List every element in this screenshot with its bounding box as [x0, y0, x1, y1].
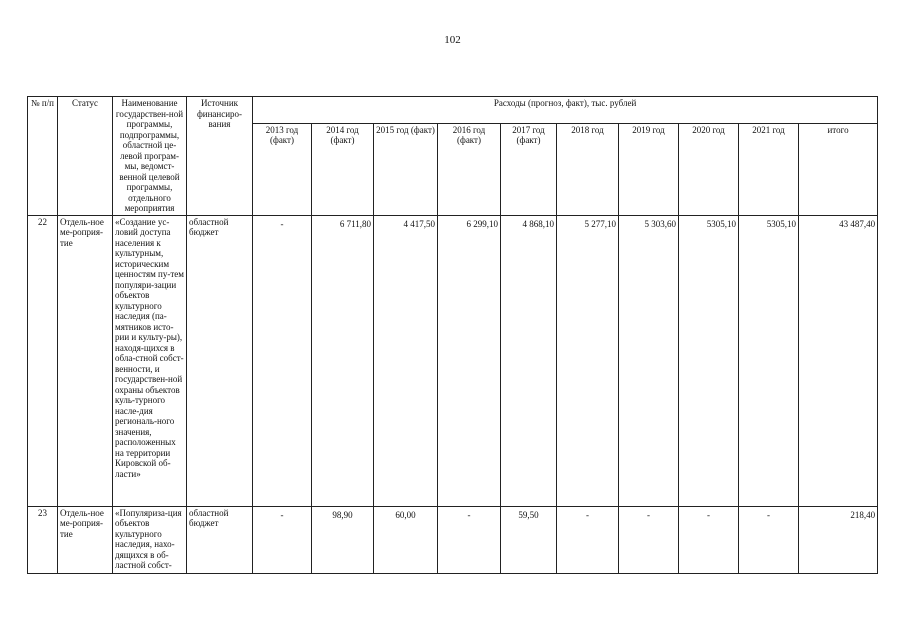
header-year-2017: 2017 год (факт) [501, 123, 557, 215]
header-year-2016: 2016 год (факт) [438, 123, 501, 215]
row-num: 22 [28, 215, 58, 506]
header-year-2021: 2021 год [739, 123, 799, 215]
row-name: «Популяриза-ция объектов культурного наследия, нахо-дящихся в об-ластной собст- [113, 506, 187, 573]
cell-2015: 4 417,50 [374, 215, 438, 506]
header-status: Статус [58, 97, 113, 216]
cell-2016: 6 299,10 [438, 215, 501, 506]
row-status: Отдель-ное ме-роприя-тие [58, 215, 113, 506]
cell-2014: 6 711,80 [312, 215, 374, 506]
header-total: итого [799, 123, 878, 215]
cell-2019: - [619, 506, 679, 573]
cell-2021: 5305,10 [739, 215, 799, 506]
cell-2019: 5 303,60 [619, 215, 679, 506]
cell-2020: 5305,10 [679, 215, 739, 506]
cell-2017: 59,50 [501, 506, 557, 573]
cell-2018: 5 277,10 [557, 215, 619, 506]
cell-2013: - [253, 215, 312, 506]
table-row [28, 506, 878, 573]
cell-2020: - [679, 506, 739, 573]
table-row [28, 215, 878, 506]
cell-2016: - [438, 506, 501, 573]
header-year-2014: 2014 год (факт) [312, 123, 374, 215]
cell-2015: 60,00 [374, 506, 438, 573]
cell-2014: 98,90 [312, 506, 374, 573]
row-source: областной бюджет [187, 215, 253, 506]
header-row [28, 97, 878, 124]
cell-2018: - [557, 506, 619, 573]
header-year-2019: 2019 год [619, 123, 679, 215]
header-year-2013: 2013 год (факт) [253, 123, 312, 215]
header-expenses: Расходы (прогноз, факт), тыс. рублей [253, 97, 878, 124]
header-num: № п/п [28, 97, 58, 216]
header-year-2018: 2018 год [557, 123, 619, 215]
page-number: 102 [444, 34, 461, 46]
row-num: 23 [28, 506, 58, 573]
expenses-table [27, 96, 878, 574]
row-name: «Создание ус-ловий доступа населения к культурным, историческим ценностям пу-тем популяри-зации объектов культурного наследия (па-мятников исто-рии и культу-ры), находя-щихся в обла-стной собст-венности, и государствен-ной охраны объектов куль-турного насле-дия региональ-ного значения, расположенных на территории Кировской об-ласти» [113, 215, 187, 506]
cell-total: 43 487,40 [799, 215, 878, 506]
cell-2017: 4 868,10 [501, 215, 557, 506]
row-source: областной бюджет [187, 506, 253, 573]
header-year-2015: 2015 год (факт) [374, 123, 438, 215]
cell-total: 218,40 [799, 506, 878, 573]
header-source: Источник финансиро-вания [187, 97, 253, 216]
header-year-2020: 2020 год [679, 123, 739, 215]
header-name: Наименование государствен-ной программы, подпрограммы, областной це-левой програм-мы, ведомст-венной целевой программы, отдельного мероприятия [113, 97, 187, 216]
cell-2021: - [739, 506, 799, 573]
row-status: Отдель-ное ме-роприя-тие [58, 506, 113, 573]
cell-2013: - [253, 506, 312, 573]
